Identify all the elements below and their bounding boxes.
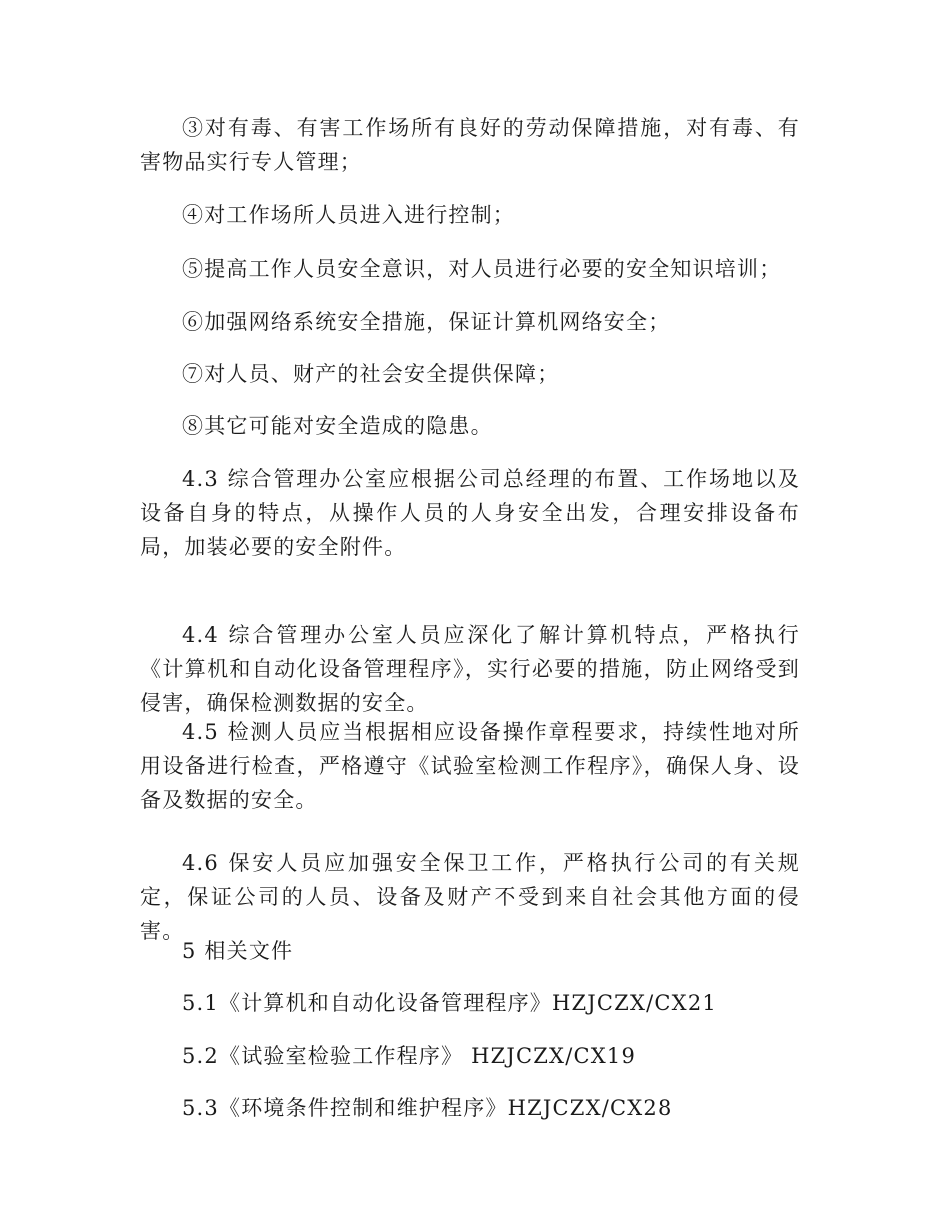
paragraph-section-4-5: 4.5 检测人员应当根据相应设备操作章程要求，持续性地对所用设备进行检查，严格遵守《试验室检测工作程序》，确保人身、设备及数据的安全。 <box>140 720 800 812</box>
paragraph-section-4-3: 4.3 综合管理办公室应根据公司总经理的布置、工作场地以及设备自身的特点，从操作人员的人身安全出发，合理安排设备布局，加装必要的安全附件。 <box>140 467 800 559</box>
paragraph-item-5: ⑤提高工作人员安全意识，对人员进行必要的安全知识培训； <box>182 257 782 281</box>
related-document-5-3: 5.3《环境条件控制和维护程序》HZJCZX/CX28 <box>182 1096 673 1120</box>
paragraph-item-3: ③对有毒、有害工作场所有良好的劳动保障措施，对有毒、有害物品实行专人管理； <box>140 116 800 174</box>
paragraph-section-4-4: 4.4 综合管理办公室人员应深化了解计算机特点，严格执行《计算机和自动化设备管理程序》，实行必要的措施，防止网络受到侵害，确保检测数据的安全。 <box>140 623 800 715</box>
paragraph-item-4: ④对工作场所人员进入进行控制； <box>182 203 515 227</box>
paragraph-item-6: ⑥加强网络系统安全措施，保证计算机网络安全； <box>182 310 671 334</box>
related-document-5-2: 5.2《试验室检验工作程序》 HZJCZX/CX19 <box>182 1044 637 1068</box>
related-document-5-1: 5.1《计算机和自动化设备管理程序》HZJCZX/CX21 <box>182 991 717 1015</box>
paragraph-item-7: ⑦对人员、财产的社会安全提供保障； <box>182 362 560 386</box>
paragraph-section-4-6: 4.6 保安人员应加强安全保卫工作，严格执行公司的有关规定，保证公司的人员、设备及财产不受到来自社会其他方面的侵害。 <box>140 851 800 943</box>
paragraph-item-8: ⑧其它可能对安全造成的隐患。 <box>182 414 493 438</box>
section-heading-related-documents: 5 相关文件 <box>182 939 294 963</box>
